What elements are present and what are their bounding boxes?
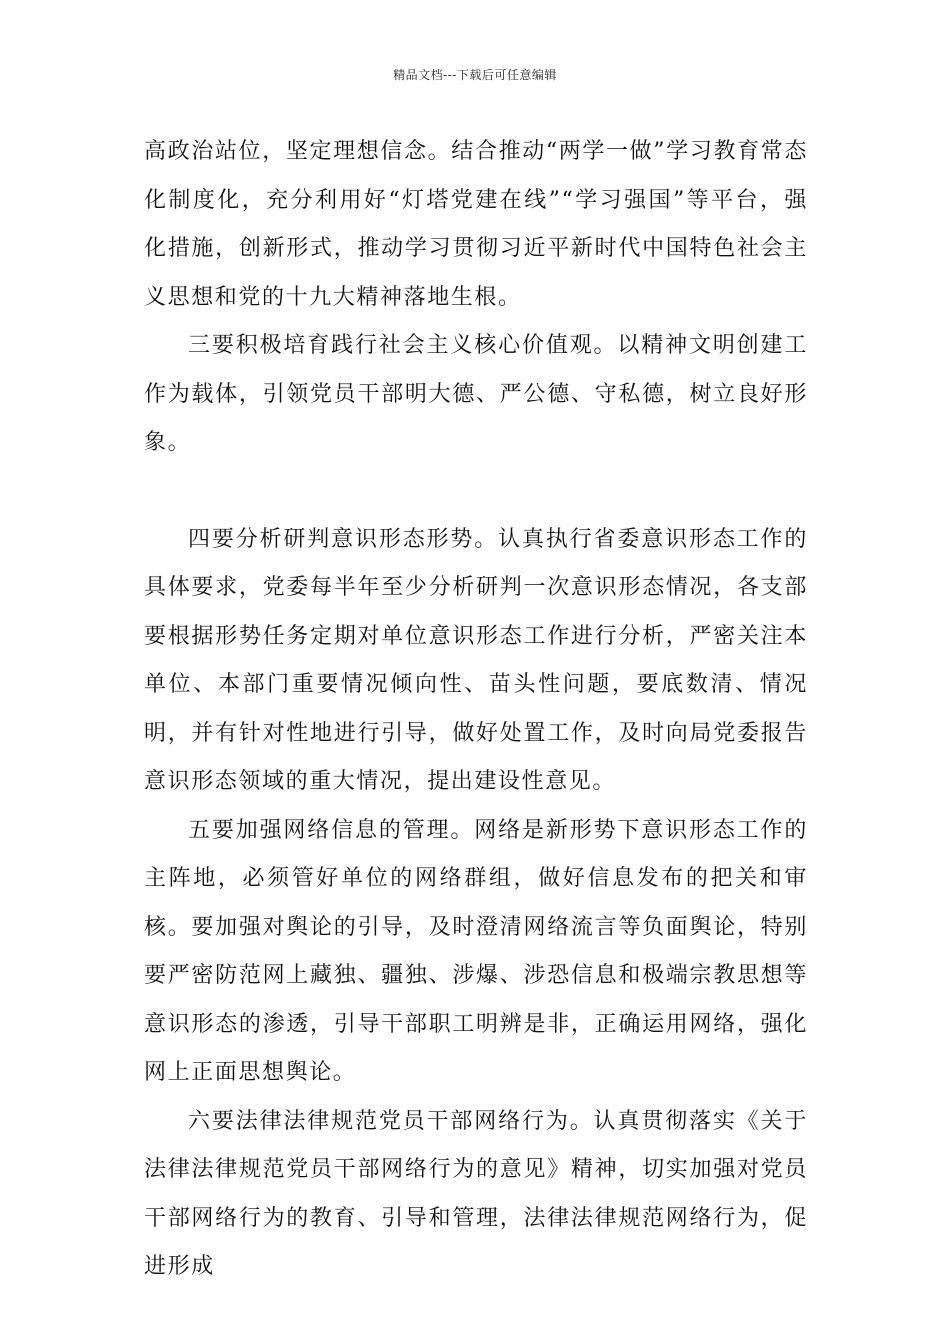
- paragraph-item-six: 六要法律法律规范党员干部网络行为。认真贯彻落实《关于法律法律规范党员干部网络行为的意见》精神，切实加强对党员干部网络行为的教育、引导和管理，法律法律规范网络行为，促进形成: [144, 1108, 808, 1279]
- paragraph-item-four: 四要分析研判意识形态形势。认真执行省委意识形态工作的具体要求，党委每半年至少分析研判一次意识形态情况，各支部要根据形势任务定期对单位意识形态工作进行分析，严密关注本单位、本部门重要情况倾向性、苗头性问题，要底数清、情况明，并有针对性地进行引导，做好处置工作，及时向局党委报告意识形态领域的重大情况，提出建设性意见。: [144, 526, 808, 794]
- document-body: [144, 128, 808, 1292]
- blank-line: [144, 468, 808, 516]
- page-header: 精品文档---下载后可任意编辑: [393, 68, 557, 82]
- paragraph-item-three: 三要积极培育践行社会主义核心价值观。以精神文明创建工作为载体，引领党员干部明大德、严公德、守私德，树立良好形象。: [144, 333, 808, 455]
- paragraph-continuation: 高政治站位，坚定理想信念。结合推动“两学一做”学习教育常态化制度化，充分利用好“灯塔党建在线”“学习强国”等平台，强化措施，创新形式，推动学习贯彻习近平新时代中国特色社会主义思想和党的十九大精神落地生根。: [144, 139, 808, 310]
- paragraph-item-five: 五要加强网络信息的管理。网络是新形势下意识形态工作的主阵地，必须管好单位的网络群组，做好信息发布的把关和审核。要加强对舆论的引导，及时澄清网络流言等负面舆论，特别要严密防范网上藏独、疆独、涉爆、涉恐信息和极端宗教思想等意识形态的渗透，引导干部职工明辨是非，正确运用网络，强化网上正面思想舆论。: [144, 817, 808, 1085]
